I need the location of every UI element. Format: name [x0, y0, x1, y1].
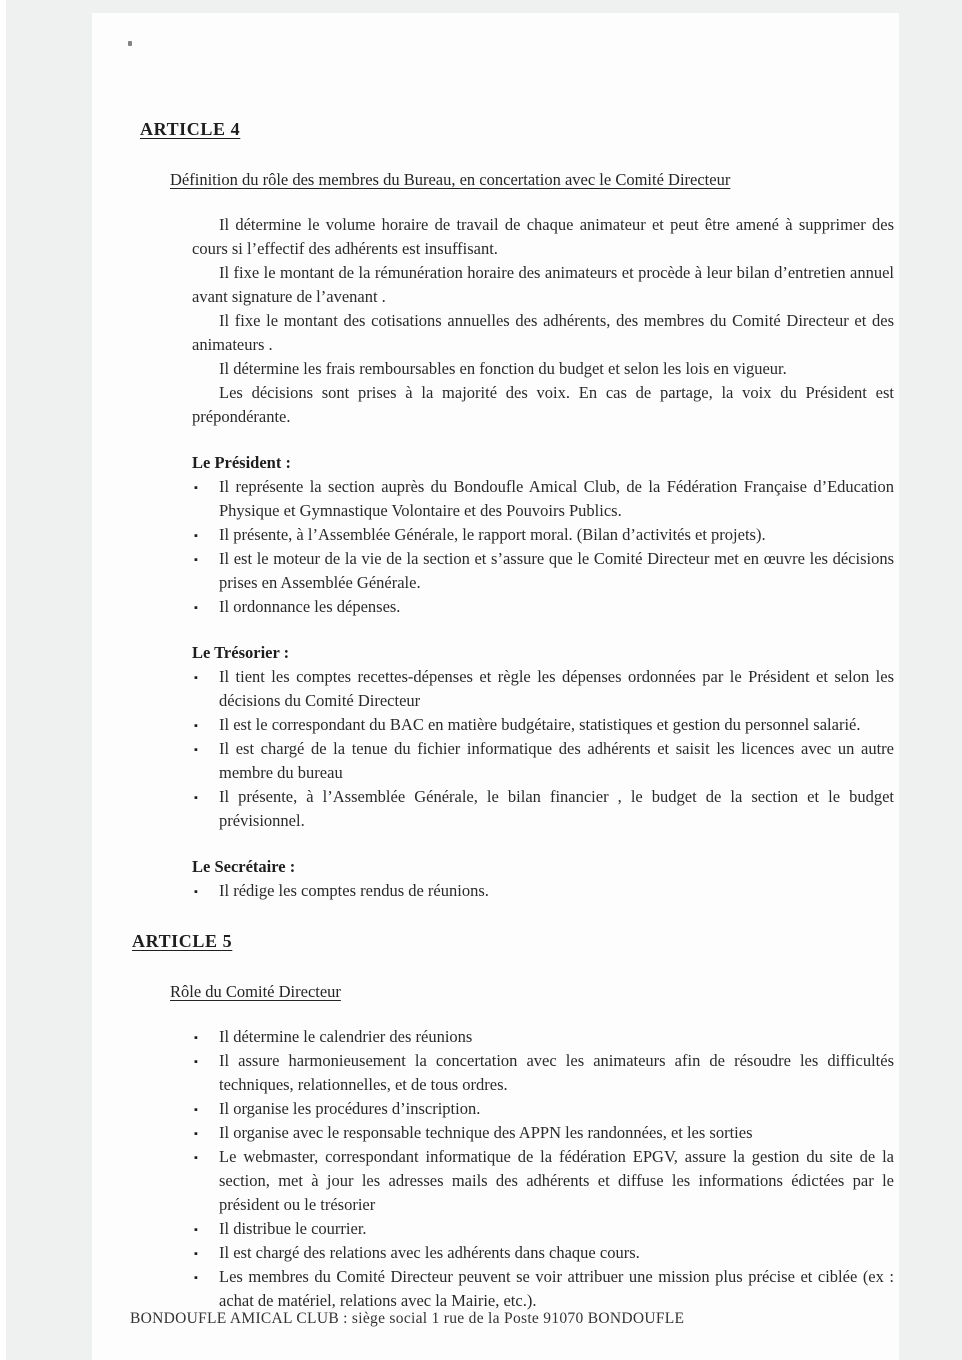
bullet-item: [192, 1145, 894, 1217]
bullet-square-icon: ▪: [194, 554, 198, 566]
bullet-square-icon: ▪: [194, 1248, 198, 1260]
president-bullet-list: [192, 475, 894, 619]
bullet-square-icon: ▪: [194, 886, 198, 898]
bullet-item: [192, 879, 894, 903]
paragraph: Il détermine les frais remboursables en fonction du budget et selon les lois en vigueur.: [219, 359, 787, 378]
article5-heading: ARTICLE 5: [132, 931, 233, 951]
secretaire-bullet-list: [192, 879, 894, 903]
article5-subtitle: Rôle du Comité Directeur: [170, 982, 341, 1001]
bullet-item: [192, 547, 894, 595]
bullet-item: [192, 1217, 894, 1241]
bullet-text: Il détermine le calendrier des réunions: [219, 1027, 473, 1046]
bullet-item: [192, 1049, 894, 1097]
bullet-square-icon: ▪: [194, 482, 198, 494]
bullet-text: Il est le moteur de la vie de la section et s’assure que le Comité Directeur met en œuvre les décisions prises en Assemblée Générale.: [219, 549, 894, 592]
bullet-square-icon: ▪: [194, 720, 198, 732]
bullet-text: Il tient les comptes recettes-dépenses et règle les dépenses ordonnées par le Président et selon les décisions du Comité Directeur: [219, 667, 894, 710]
secretaire-section: [192, 855, 894, 903]
paragraph: Il fixe le montant des cotisations annuelles des adhérents, des membres du Comité Directeur et des animateurs .: [192, 311, 894, 354]
bullet-square-icon: ▪: [194, 1104, 198, 1116]
bullet-text: Il présente, à l’Assemblée Générale, le bilan financier , le budget de la section et le budget prévisionnel.: [219, 787, 894, 830]
tresorier-section: [192, 641, 894, 833]
stray-scan-mark: [128, 41, 132, 46]
bullet-square-icon: ▪: [194, 672, 198, 684]
paragraph: Il fixe le montant de la rémunération horaire des animateurs et procède à leur bilan d’entretien annuel avant signature de l’avenant .: [192, 263, 894, 306]
bullet-item: [192, 1025, 894, 1049]
paragraph: Les décisions sont prises à la majorité des voix. En cas de partage, la voix du Président est prépondérante.: [192, 383, 894, 426]
bullet-text: Il organise avec le responsable technique des APPN les randonnées, et les sorties: [219, 1123, 753, 1142]
bullet-square-icon: ▪: [194, 792, 198, 804]
bullet-text: Il présente, à l’Assemblée Générale, le rapport moral. (Bilan d’activités et projets).: [219, 525, 766, 544]
article4-heading: ARTICLE 4: [140, 119, 241, 139]
article4-subtitle: Définition du rôle des membres du Bureau, en concertation avec le Comité Directeur: [170, 170, 731, 189]
bullet-text: Il est chargé de la tenue du fichier informatique des adhérents et saisit les licences avec un autre membre du bureau: [219, 739, 894, 782]
tresorier-bullet-list: [192, 665, 894, 833]
secretaire-title: Le Secrétaire :: [192, 857, 296, 876]
bullet-text: Les membres du Comité Directeur peuvent se voir attribuer une mission plus précise et ciblée (ex : achat de matériel, relations avec la Mairie, etc.).: [219, 1267, 894, 1310]
bullet-item: [192, 1265, 894, 1313]
page-footer: BONDOUFLE AMICAL CLUB : siège social 1 rue de la Poste 91070 BONDOUFLE: [130, 1310, 685, 1327]
bullet-item: [192, 1097, 894, 1121]
bullet-text: Il représente la section auprès du Bondoufle Amical Club, de la Fédération Française d’Education Physique et Gymnastique Volontaire et des Pouvoirs Publics.: [219, 477, 894, 520]
bullet-text: Il rédige les comptes rendus de réunions.: [219, 881, 489, 900]
bullet-item: [192, 713, 894, 737]
bullet-item: [192, 1121, 894, 1145]
bullet-square-icon: ▪: [194, 1128, 198, 1140]
president-section: [192, 451, 894, 619]
bullet-text: Il distribue le courrier.: [219, 1219, 367, 1238]
bullet-item: [192, 595, 894, 619]
article4-paragraphs: [192, 213, 894, 429]
president-title: Le Président :: [192, 453, 291, 472]
tresorier-title: Le Trésorier :: [192, 643, 290, 662]
bullet-text: Il est chargé des relations avec les adhérents dans chaque cours.: [219, 1243, 640, 1262]
paragraph: Il détermine le volume horaire de travail de chaque animateur et peut être amené à supprimer des cours si l’effectif des adhérents est insuffisant.: [192, 215, 894, 258]
bullet-square-icon: ▪: [194, 530, 198, 542]
bullet-square-icon: ▪: [194, 1272, 198, 1284]
bullet-item: [192, 665, 894, 713]
bullet-square-icon: ▪: [194, 1152, 198, 1164]
bullet-item: [192, 523, 894, 547]
bullet-item: [192, 785, 894, 833]
bullet-text: Il ordonnance les dépenses.: [219, 597, 401, 616]
bullet-text: Il organise les procédures d’inscription.: [219, 1099, 481, 1118]
bullet-text: Il est le correspondant du BAC en matière budgétaire, statistiques et gestion du personnel salarié.: [219, 715, 861, 734]
bullet-square-icon: ▪: [194, 1032, 198, 1044]
article5-bullet-list: [192, 1025, 894, 1313]
bullet-text: Il assure harmonieusement la concertation avec les animateurs afin de résoudre les difficultés techniques, relationnelles, et de tous ordres.: [219, 1051, 894, 1094]
bullet-square-icon: ▪: [194, 602, 198, 614]
bullet-item: [192, 475, 894, 523]
bullet-square-icon: ▪: [194, 1224, 198, 1236]
bullet-square-icon: ▪: [194, 744, 198, 756]
bullet-item: [192, 737, 894, 785]
document-page: [92, 13, 899, 1360]
bullet-square-icon: ▪: [194, 1056, 198, 1068]
bullet-text: Le webmaster, correspondant informatique de la fédération EPGV, assure la gestion du site de la section, met à jour les adresses mails des adhérents et diffuse les informations édictées par le président ou le trésorier: [219, 1147, 894, 1214]
bullet-item: [192, 1241, 894, 1265]
